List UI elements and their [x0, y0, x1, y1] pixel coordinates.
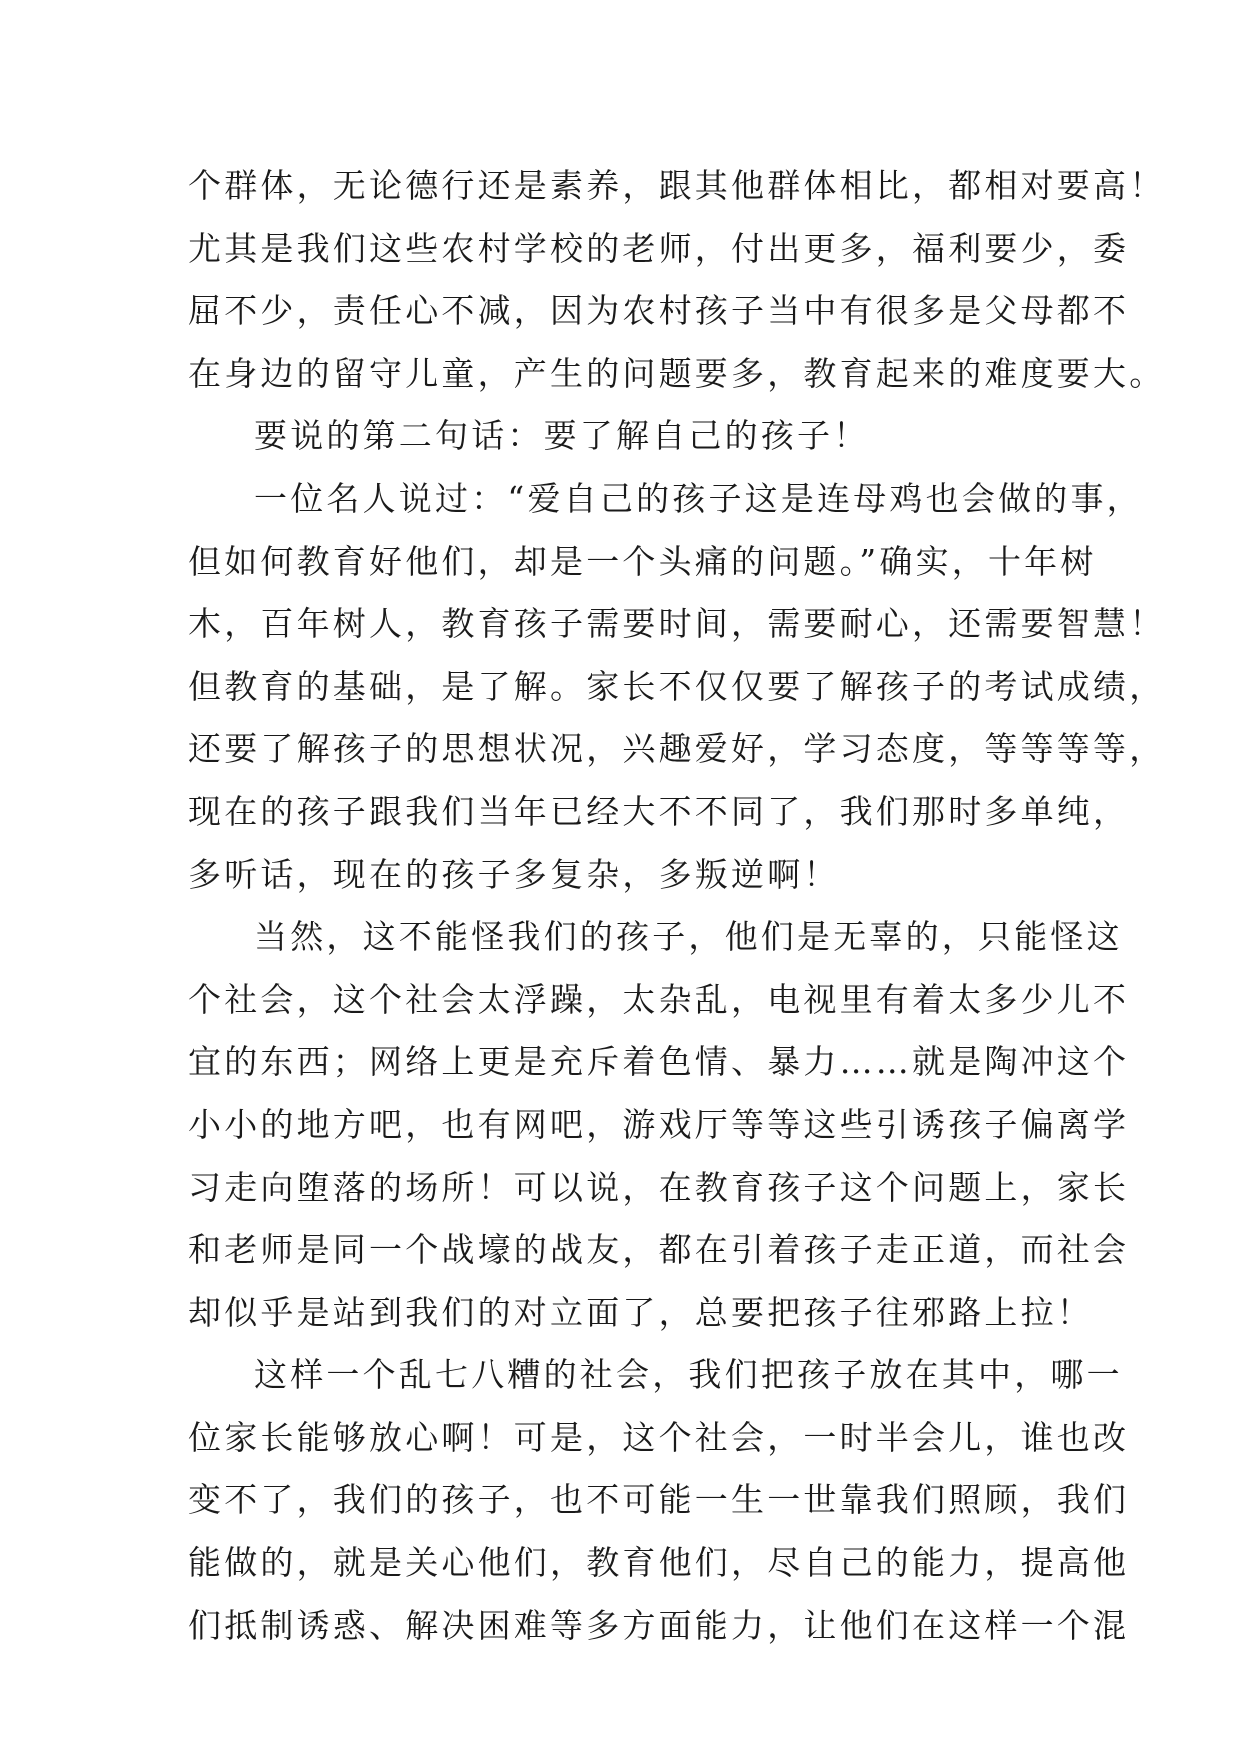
text-line: 这样一个乱七八糟的社会，我们把孩子放在其中，哪一	[254, 1355, 1123, 1395]
text-line: 木，百年树人，教育孩子需要时间，需要耐心，还需要智慧！	[188, 604, 1166, 644]
text-line: 还要了解孩子的思想状况，兴趣爱好，学习态度，等等等等，	[188, 729, 1166, 769]
text-line: 屈不少，责任心不减，因为农村孩子当中有很多是父母都不	[188, 291, 1130, 331]
text-line: 但教育的基础，是了解。家长不仅仅要了解孩子的考试成绩，	[188, 666, 1166, 706]
text-line: 习走向堕落的场所！可以说，在教育孩子这个问题上，家长	[188, 1167, 1130, 1207]
text-line: 多听话，现在的孩子多复杂，多叛逆啊！	[188, 854, 840, 894]
text-line: 现在的孩子跟我们当年已经大不不同了，我们那时多单纯，	[188, 791, 1130, 831]
text-line: 小小的地方吧，也有网吧，游戏厅等等这些引诱孩子偏离学	[188, 1104, 1130, 1144]
paragraph-heading: 要说的第二句话：要了解自己的孩子！	[254, 416, 870, 456]
text-line: 但如何教育好他们，却是一个头痛的问题。”确实，十年树	[188, 541, 1097, 581]
text-line: 个群体，无论德行还是素养，跟其他群体相比，都相对要高！	[188, 166, 1166, 205]
text-line: 变不了，我们的孩子，也不可能一生一世靠我们照顾，我们	[188, 1480, 1130, 1520]
text-line: 当然，这不能怪我们的孩子，他们是无辜的，只能怪这	[254, 917, 1123, 957]
text-line: 个社会，这个社会太浮躁，太杂乱，电视里有着太多少儿不	[188, 979, 1130, 1019]
body-text	[188, 155, 1166, 1657]
text-line: 和老师是同一个战壕的战友，都在引着孩子走正道，而社会	[188, 1230, 1130, 1270]
text-line: 宜的东西；网络上更是充斥着色情、暴力……就是陶冲这个	[188, 1042, 1130, 1082]
text-line: 却似乎是站到我们的对立面了，总要把孩子往邪路上拉！	[188, 1292, 1093, 1332]
text-line: 们抵制诱惑、解决困难等多方面能力，让他们在这样一个混	[188, 1605, 1130, 1645]
text-line: 尤其是我们这些农村学校的老师，付出更多，福利要少，委	[188, 228, 1130, 268]
text-line: 一位名人说过：“爱自己的孩子这是连母鸡也会做的事，	[254, 478, 1143, 518]
text-line: 在身边的留守儿童，产生的问题要多，教育起来的难度要大。	[188, 353, 1166, 393]
text-line: 位家长能够放心啊！可是，这个社会，一时半会儿，谁也改	[188, 1417, 1130, 1457]
text-line: 能做的，就是关心他们，教育他们，尽自己的能力，提高他	[188, 1543, 1130, 1583]
